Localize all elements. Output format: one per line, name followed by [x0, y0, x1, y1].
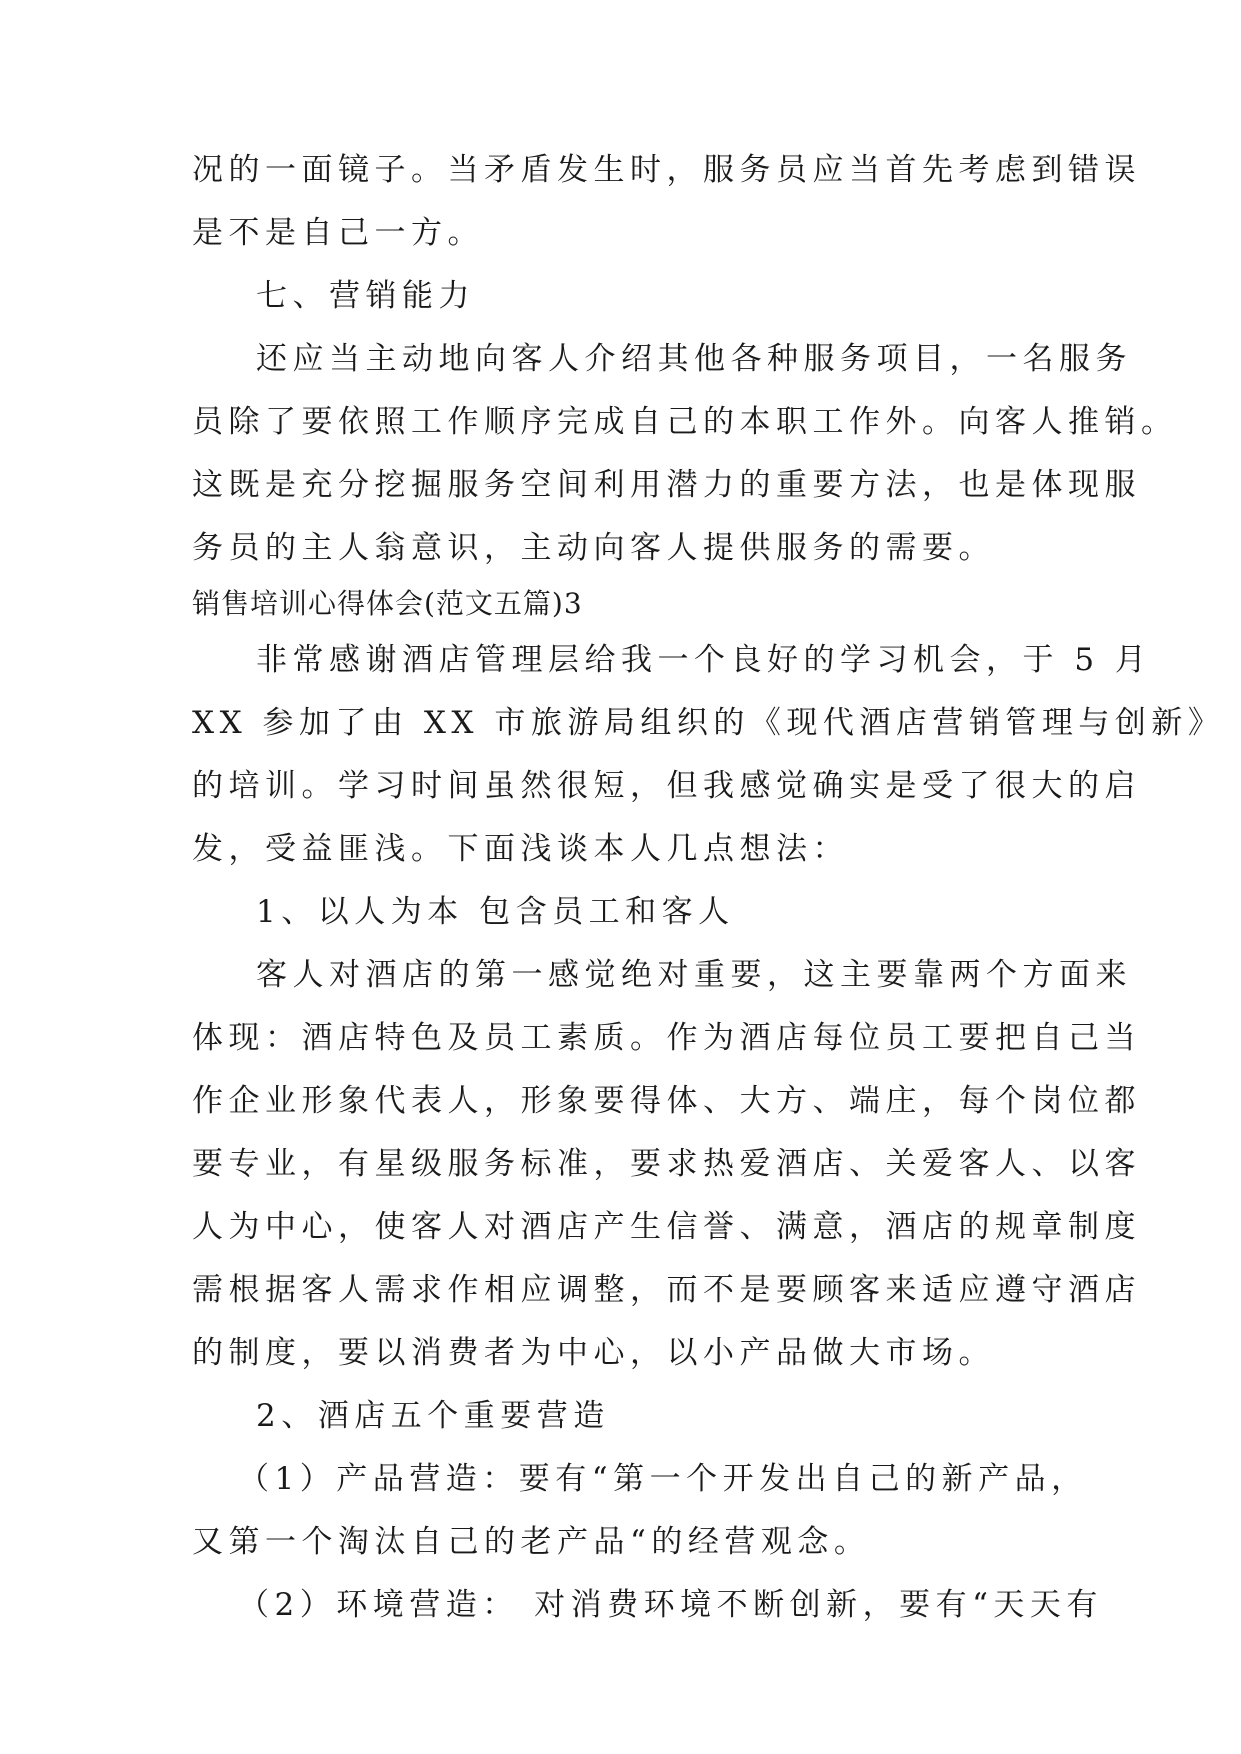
paragraph-line: 员除了要依照工作顺序完成自己的本职工作外。向客人推销。: [192, 404, 1178, 440]
paragraph-line: 的制度，要以消费者为中心，以小产品做大市场。: [192, 1335, 995, 1371]
paragraph-line: 的培训。学习时间虽然很短，但我感觉确实是受了很大的启: [192, 768, 1141, 804]
paragraph-line: 还应当主动地向客人介绍其他各种服务项目，一名服务: [256, 341, 1132, 377]
paragraph-line: 是不是自己一方。: [192, 215, 484, 251]
paragraph-line: XX 参加了由 XX 市旅游局组织的《现代酒店营销管理与创新》: [192, 705, 1225, 741]
paragraph-line: 非常感谢酒店管理层给我一个良好的学习机会，于 5 月: [256, 642, 1152, 678]
section-heading-five-creations: 2、酒店五个重要营造: [256, 1398, 610, 1434]
paragraph-line: 需根据客人需求作相应调整，而不是要顾客来适应遵守酒店: [192, 1272, 1141, 1308]
list-item-environment: （2）环境营造： 对消费环境不断创新，要有“天天有: [238, 1587, 1103, 1623]
paragraph-line: 人为中心，使客人对酒店产生信誉、满意，酒店的规章制度: [192, 1209, 1141, 1245]
list-item-product: （1）产品营造：要有“第一个开发出自己的新产品，: [238, 1461, 1088, 1497]
article-title: 销售培训心得体会(范文五篇)3: [192, 587, 583, 620]
section-heading-people: 1、以人为本 包含员工和客人: [256, 894, 735, 930]
paragraph-line: 况的一面镜子。当矛盾发生时，服务员应当首先考虑到错误: [192, 152, 1141, 188]
paragraph-line: 务员的主人翁意识，主动向客人提供服务的需要。: [192, 530, 995, 566]
paragraph-line: 体现：酒店特色及员工素质。作为酒店每位员工要把自己当: [192, 1020, 1141, 1056]
section-heading-marketing: 七、营销能力: [256, 278, 475, 314]
paragraph-line: 客人对酒店的第一感觉绝对重要，这主要靠两个方面来: [256, 957, 1132, 993]
paragraph-line: 发，受益匪浅。下面浅谈本人几点想法：: [192, 831, 849, 867]
paragraph-line: 又第一个淘汰自己的老产品“的经营观念。: [192, 1524, 871, 1560]
paragraph-line: 要专业，有星级服务标准，要求热爱酒店、关爱客人、以客: [192, 1146, 1141, 1182]
paragraph-line: 作企业形象代表人，形象要得体、大方、端庄，每个岗位都: [192, 1083, 1141, 1119]
paragraph-line: 这既是充分挖掘服务空间利用潜力的重要方法，也是体现服: [192, 467, 1141, 503]
